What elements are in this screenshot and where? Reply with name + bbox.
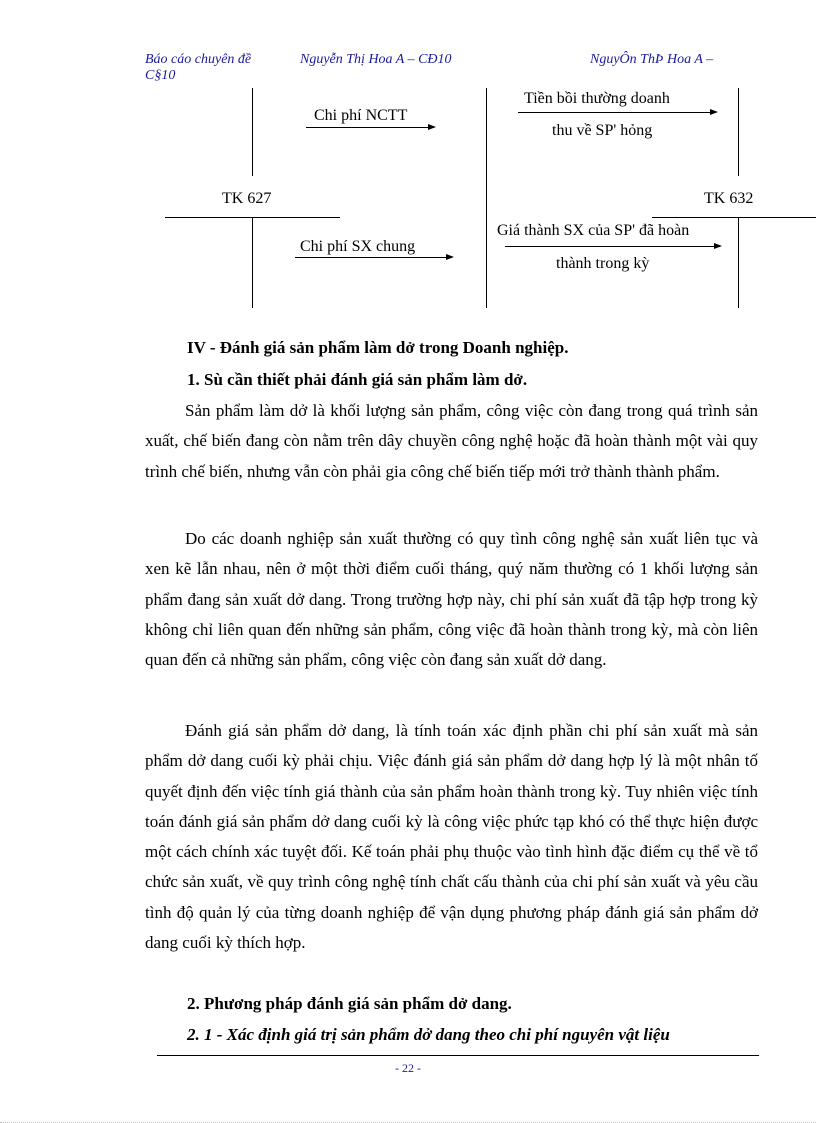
arrow-tien-boi-thuong [518, 112, 716, 113]
arrow-gia-thanh-sx [505, 246, 720, 247]
paragraph-2: Do các doanh nghiệp sản xuất thường có quy tình công nghệ sản xuất liên tục và xen kẽ lẫn nhau, nên ở một thời điểm cuối tháng, quý năm thường có 1 khối lượng sản phẩm đang sản xuất dở dang. Trong trường hợp này, chi phí sản xuất đã tập hợp trong kỳ không chỉ liên quan đến những sản phẩm, công việc đã hoàn thành trong kỳ, mà còn liên quan đến cả những sản phẩm, công việc còn đang sản xuất dở dang. [145, 529, 758, 670]
section-iv-heading: IV - Đánh giá sản phẩm làm dở trong Doanh nghiệp. [187, 338, 569, 357]
label-tk627: TK 627 [222, 190, 272, 207]
paragraph-1: Sản phẩm làm dở là khối lượng sản phẩm, công việc còn đang trong quá trình sản xuất, chế biến đang còn nằm trên dây chuyền công nghệ hoặc đã hoàn thành một vài quy trình chế biến, nhưng vẫn còn phải gia công chế biến tiếp mới trở thành thành phẩm. [145, 401, 758, 481]
header-report-title: Báo cáo chuyên đề [145, 52, 252, 67]
tk627-vertical-line [252, 217, 253, 308]
tk154-vertical-line [486, 88, 487, 308]
label-tk632: TK 632 [704, 190, 754, 207]
paragraph-3: Đánh giá sản phẩm dở dang, là tính toán xác định phần chi phí sản xuất mà sản phẩm dở dang cuối kỳ phải chịu. Việc đánh giá sản phẩm dở dang hợp lý là một nhân tố quyết định đến việc tính giá thành của sản phẩm hoàn thành trong kỳ. Tuy nhiên việc tính toán đánh giá sản phẩm dở dang cuối kỳ là công việc phức tạp khó có thể thực hiện được một cách chính xác tuyệt đối. Kế toán phải phụ thuộc vào tình hình đặc điểm cụ thể về tổ chức sản xuất, về quy trình công nghệ tính chất cấu thành của chi phí sản xuất và yêu cầu tình độ quản lý của từng doanh nghiệp để vận dụng phương pháp đánh giá sản phẩm dở dang cuối kỳ thích hợp. [145, 721, 758, 953]
label-gia-thanh-sx: Giá thành SX của SP' đã hoàn [497, 222, 690, 239]
header-class-code: C§10 [145, 68, 176, 83]
header-author-legacy: NguyÔn ThÞ Hoa A – [590, 52, 714, 67]
tk622-vertical-line [252, 88, 253, 176]
tk138-vertical-line [738, 88, 739, 176]
arrow-cp-nctt [306, 127, 434, 128]
label-thu-ve-sp-hong: thu về SP' hỏng [552, 122, 653, 139]
label-cp-sx-chung: Chi phí SX chung [300, 238, 416, 255]
label-cp-nctt: Chi phí NCTT [314, 107, 408, 124]
heading-2: 2. Phương pháp đánh giá sản phẩm dở dang. [187, 994, 512, 1013]
heading-1: 1. Sù cần thiết phải đánh giá sản phẩm làm dở. [187, 370, 528, 389]
page-number: - 22 - [395, 1061, 421, 1075]
arrow-cp-sx-chung [295, 257, 452, 258]
heading-2-1: 2. 1 - Xác định giá trị sản phẩm dở dang theo chi phí nguyên vật liệu [187, 1025, 670, 1044]
header-author: Nguyễn Thị Hoa A – CĐ10 [300, 52, 452, 67]
label-thanh-trong-ky: thành trong kỳ [556, 255, 650, 272]
tk632-vertical-line [738, 217, 739, 308]
tk632-horizontal-line [652, 217, 816, 218]
footer-rule [157, 1055, 759, 1056]
label-tien-boi-thuong: Tiền bồi thường doanh [524, 90, 670, 107]
